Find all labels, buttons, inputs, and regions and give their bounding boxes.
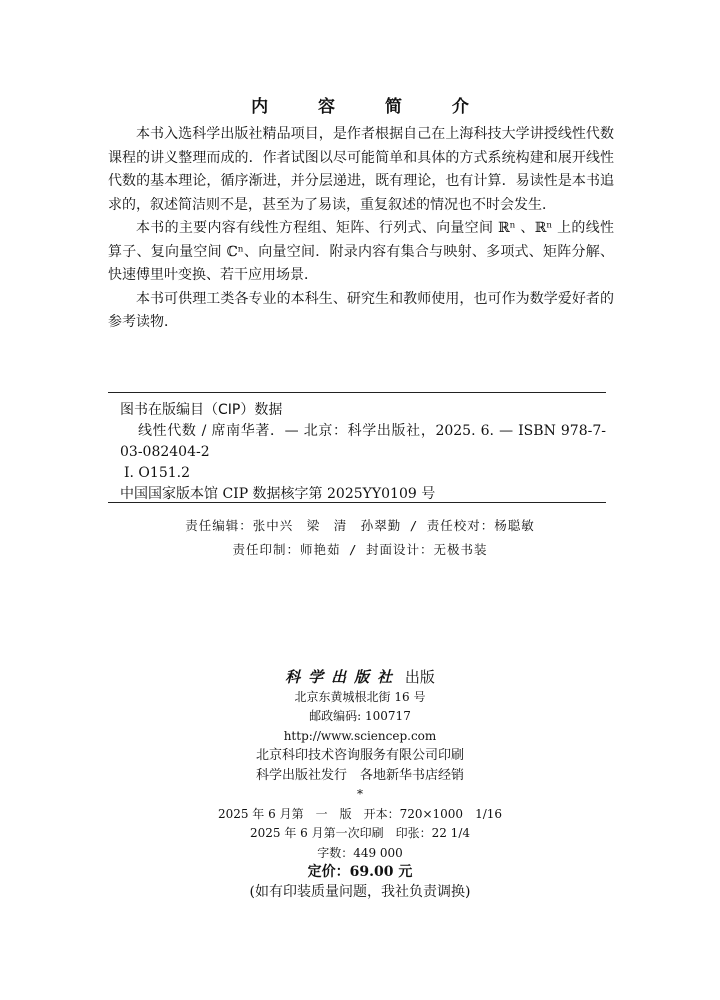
staff-line-editors: 责任编辑：张中兴 梁 清 孙翠勤 / 责任校对：杨聪敏 <box>185 518 535 533</box>
press-logo: 科学出版社 <box>285 668 401 686</box>
printing-line: 2025 年 6 月第一次印刷 印张：22 1/4 <box>249 826 470 840</box>
publisher-website: http://www.sciencep.com <box>283 728 437 743</box>
cip-record: 中国国家版本馆 CIP 数据核字第 2025YY0109 号 <box>120 486 436 502</box>
intro-paragraph: 本书的主要内容有线性方程组、矩阵、行列式、向量空间 ℝⁿ 、ℝⁿ 上的线性算子、复向量空间 ℂⁿ、向量空间．附录内容有集合与映射、多项式、矩阵分解、快速傅里叶变换、若干应用场景． <box>108 220 614 283</box>
cip-top-rule <box>108 392 606 393</box>
publisher-postcode: 邮政编码: 100717 <box>309 709 411 723</box>
printer-line: 北京科印技术咨询服务有限公司印刷 <box>255 748 464 763</box>
separator-star: * <box>357 787 363 801</box>
price: 定价：69.00 元 <box>307 864 413 880</box>
quality-note: (如有印装质量问题，我社负责调换) <box>249 883 471 900</box>
intro-paragraph: 本书可供理工类各专业的本科生、研究生和教师使用，也可作为数学爱好者的参考读物． <box>108 290 614 330</box>
intro-section <box>108 123 614 335</box>
cip-bottom-rule <box>108 502 606 503</box>
intro-paragraph: 本书入选科学出版社精品项目，是作者根据自己在上海科技大学讲授线性代数课程的讲义整理而成的．作者试图以尽可能简单和具体的方式系统构建和展开线性代数的基本理论，循序渐进，并分层递进，既有理论，也有计算．易读性是本书追求的，叙述简洁则不是，甚至为了易读，重复叙述的情况也不时会发生． <box>108 126 614 213</box>
word-count: 字数：449 000 <box>317 845 403 860</box>
publisher-address: 北京东黄城根北街 16 号 <box>294 689 426 704</box>
page-title: 内 容 简 介 <box>251 97 491 117</box>
press-suffix: 出版 <box>404 668 435 686</box>
distribution-line: 科学出版社发行 各地新华书店经销 <box>255 767 464 783</box>
cip-description: 线性代数 / 席南华著．— 北京：科学出版社，2025. 6. — ISBN 978-7-03-082404-2 <box>120 423 606 460</box>
publisher-info <box>0 668 720 902</box>
edition-line: 2025 年 6 月第 一 版 开本：720×1000 1/16 <box>217 806 503 821</box>
publisher-name <box>0 668 720 688</box>
cip-block <box>120 400 606 505</box>
cip-classification: Ⅰ. O151.2 <box>124 465 190 481</box>
staff-line-printing: 责任印制：师艳茹 / 封面设计：无极书装 <box>232 542 488 557</box>
cip-heading: 图书在版编目（CIP）数据 <box>120 402 283 418</box>
